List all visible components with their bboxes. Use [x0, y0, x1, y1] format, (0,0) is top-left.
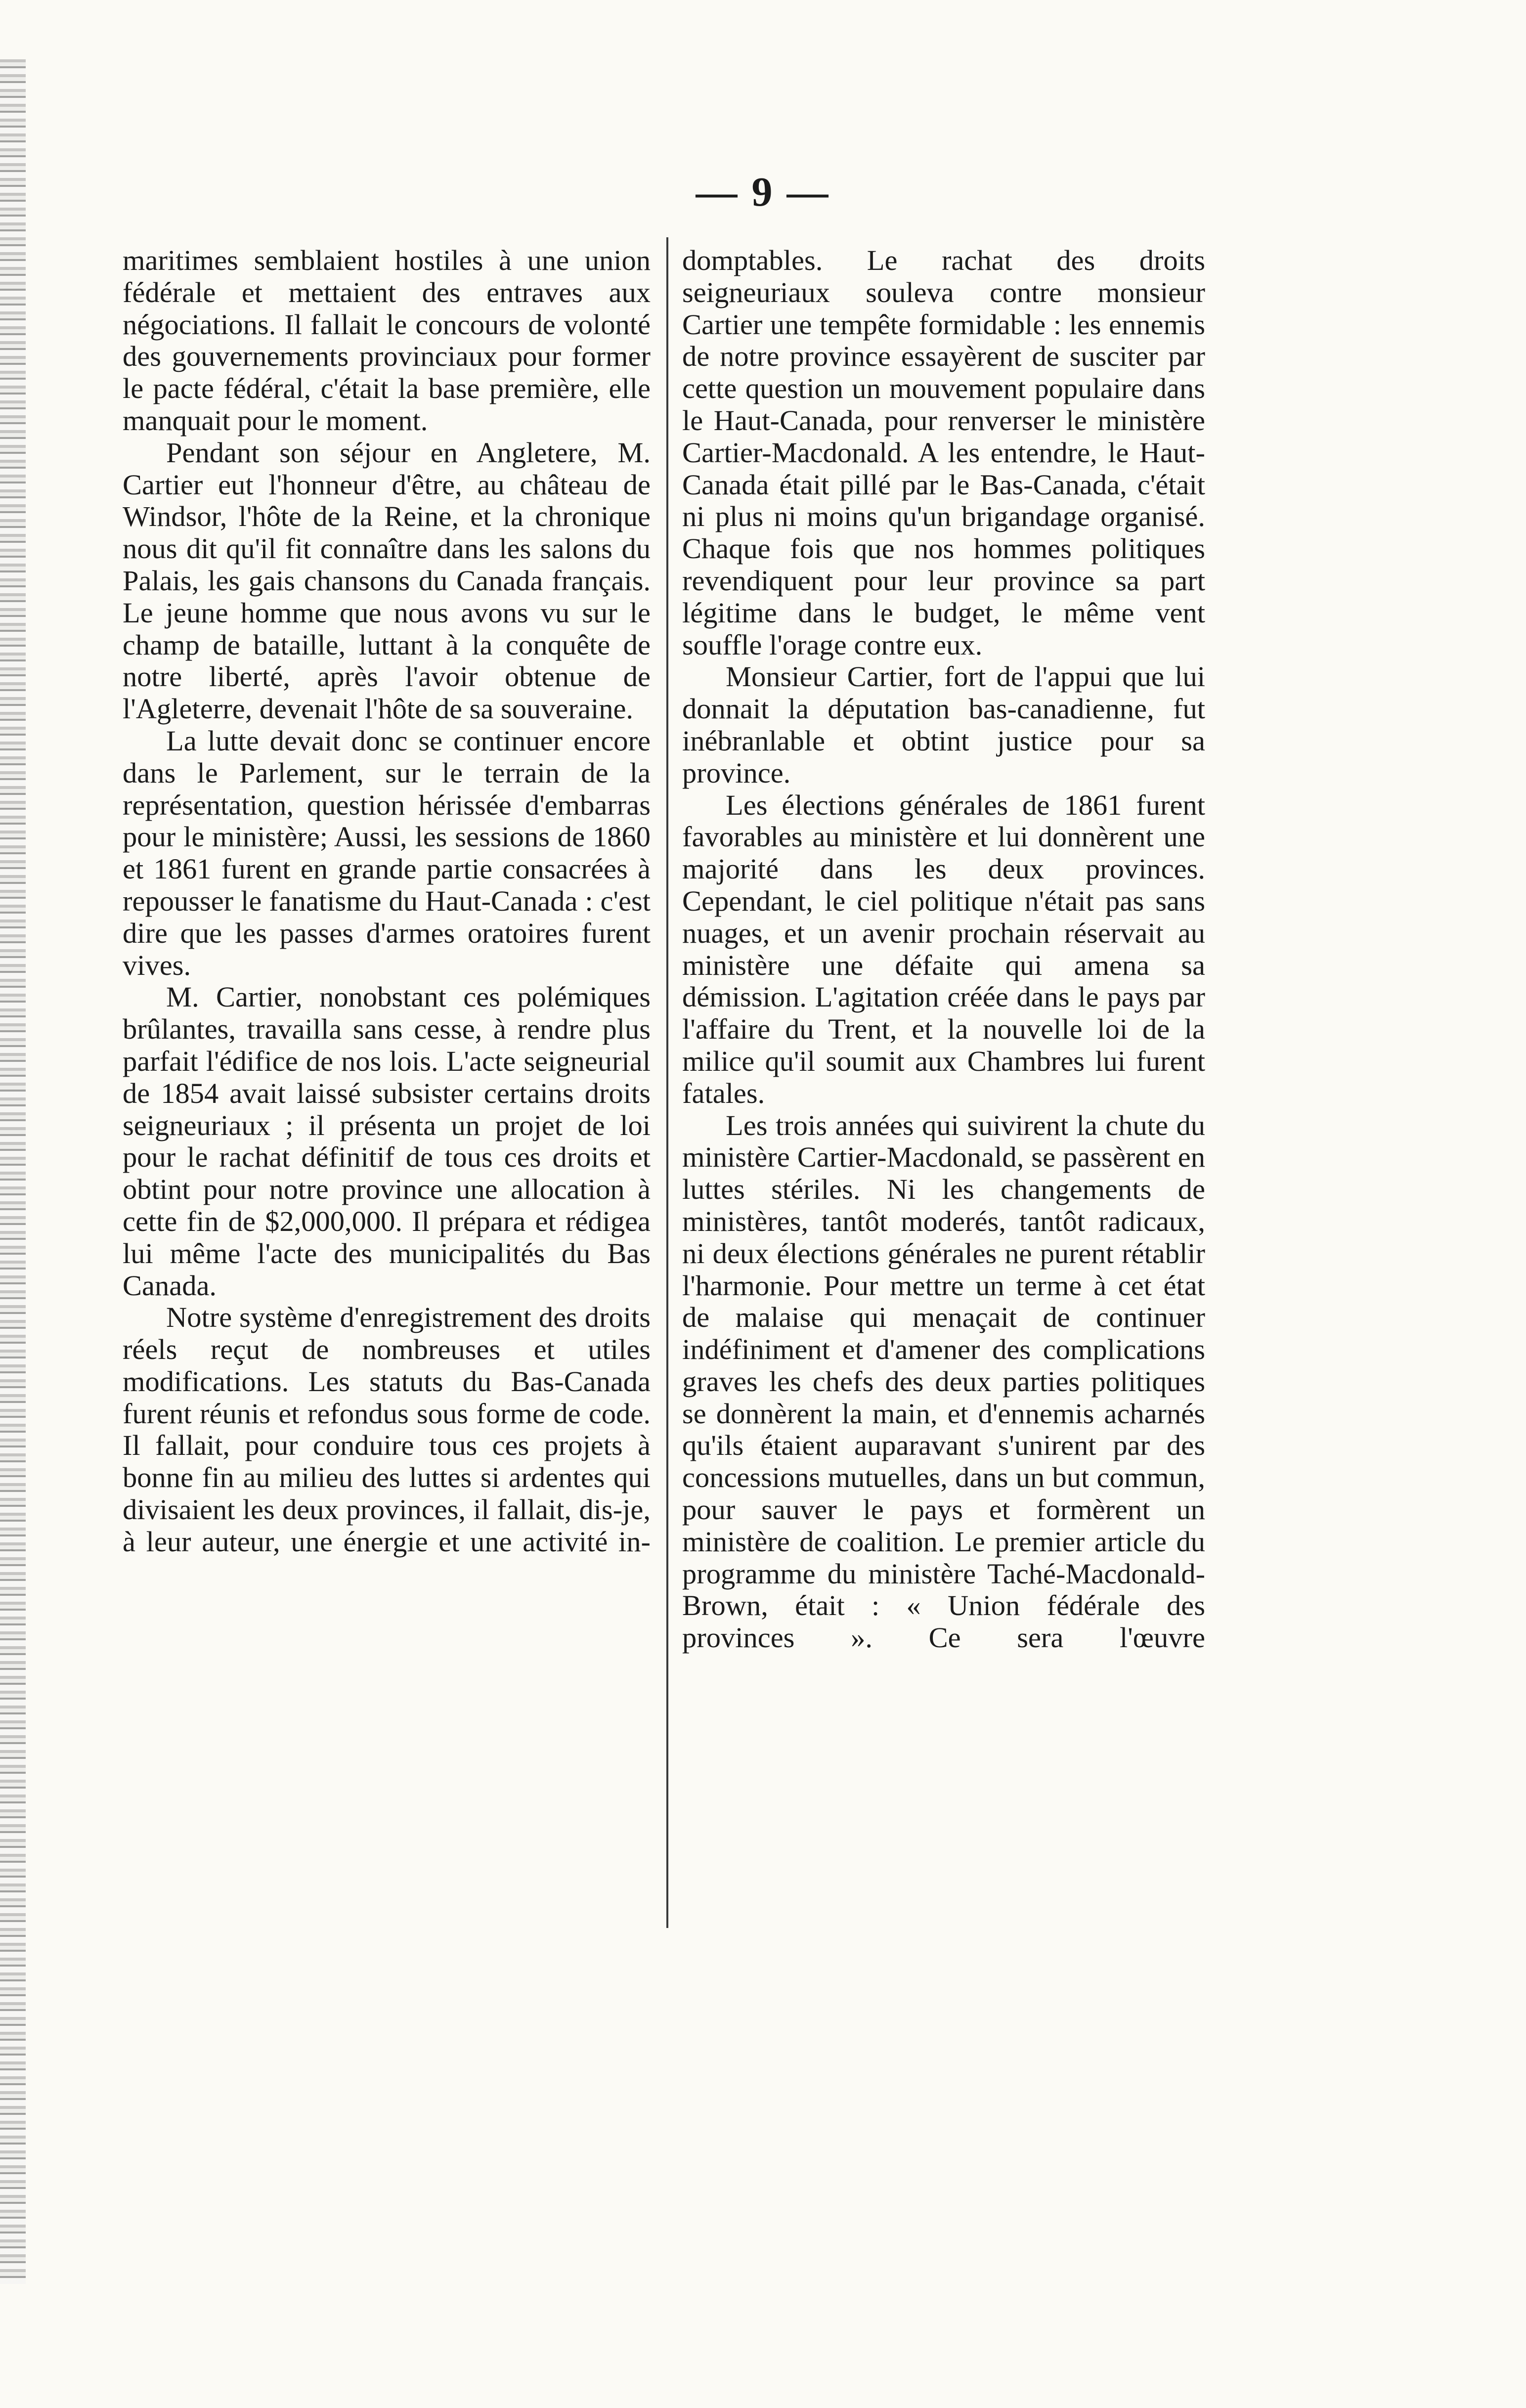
- paragraph: Pendant son séjour en Angletere, M. Cartier eut l'honneur d'être, au château de Windsor, l'hôte de la Reine, et la chronique nous dit qu'il fit connaître dans les salons du Palais, les gais chansons du Canada français. Le jeune homme que nous avons vu sur le champ de bataille, luttant à la conquête de notre liberté, après l'avoir obtenue de l'Agleterre, devenait l'hôte de sa souveraine.: [123, 436, 651, 725]
- paragraph: Notre système d'enregistrement des droits réels reçut de nombreuses et utiles modifications. Les statuts du Bas-Canada furent réunis et refondus sous forme de code. Il fallait, pour conduire tous ces projets à bonne fin au milieu des luttes si ardentes qui divisaient les deux provinces, il fallait, dis-je, à leur auteur, une énergie et une activité in-: [123, 1301, 651, 1558]
- scan-edge-shadow: [0, 59, 26, 2284]
- page-number: — 9 —: [696, 169, 830, 215]
- paragraph: maritimes semblaient hostiles à une union fédérale et mettaient des entraves aux négociations. Il fallait le concours de volonté des gouvernements provinciaux pour former le pacte fédéral, c'était la base première, elle manquait pour le moment.: [123, 244, 651, 437]
- paragraph: M. Cartier, nonobstant ces polémiques brûlantes, travailla sans cesse, à rendre plus parfait l'édifice de nos lois. L'acte seigneurial de 1854 avait laissé subsister certains droits seigneuriaux ; il présenta un projet de loi pour le rachat définitif de tous ces droits et obtint pour notre province une allocation à cette fin de $2,000,000. Il prépara et rédigea lui même l'acte des municipalités du Bas Canada.: [123, 981, 651, 1302]
- paragraph: Les trois années qui suivirent la chute du ministère Cartier-Macdonald, se passèrent en luttes stériles. Ni les changements de ministères, tantôt moderés, tantôt radicaux, ni deux élections générales ne purent rétablir l'harmonie. Pour mettre un terme à cet état de malaise qui menaçait de continuer indéfiniment et d'amener des complications graves les chefs des deux parties politiques se donnèrent la main, et d'ennemis acharnés qu'ils étaient auparavant s'unirent par des concessions mutuelles, dans un but commun, pour sauver le pays et formèrent un ministère de coalition. Le premier article du programme du ministère Taché-Macdonald-Brown, était : « Union fédérale des provinces ». Ce sera l'œuvre: [682, 1109, 1205, 1654]
- paragraph: La lutte devait donc se continuer encore dans le Parlement, sur le terrain de la représentation, question hérissée d'embarras pour le ministère; Aussi, les sessions de 1860 et 1861 furent en grande partie consacrées à repousser le fanatisme du Haut-Canada : c'est dire que les passes d'armes oratoires furent vives.: [123, 724, 651, 981]
- paragraph: Monsieur Cartier, fort de l'appui que lui donnait la députation bas-canadienne, fut inébranlable et obtint justice pour sa province.: [682, 660, 1205, 789]
- paragraph: Les élections générales de 1861 furent favorables au ministère et lui donnèrent une majorité dans les deux provinces. Cependant, le ciel politique n'était pas sans nuages, et un avenir prochain réservait au ministère une défaite qui amena sa démission. L'agitation créée dans le pays par l'affaire du Trent, et la nouvelle loi de la milice qu'il soumit aux Chambres lui furent fatales.: [682, 788, 1205, 1109]
- paragraph: domptables. Le rachat des droits seigneuriaux souleva contre monsieur Cartier une tempête formidable : les ennemis de notre province essayèrent de susciter par cette question un mouvement populaire dans le Haut-Canada, pour renverser le ministère Cartier-Macdonald. A les entendre, le Haut-Canada était pillé par le Bas-Canada, c'était ni plus ni moins qu'un brigandage organisé. Chaque fois que nos hommes politiques revendiquent pour leur province sa part légitime dans le budget, le même vent souffle l'orage contre eux.: [682, 244, 1205, 661]
- right-column: [682, 245, 1205, 1654]
- column-divider: [666, 237, 668, 1928]
- left-column: [123, 245, 651, 1558]
